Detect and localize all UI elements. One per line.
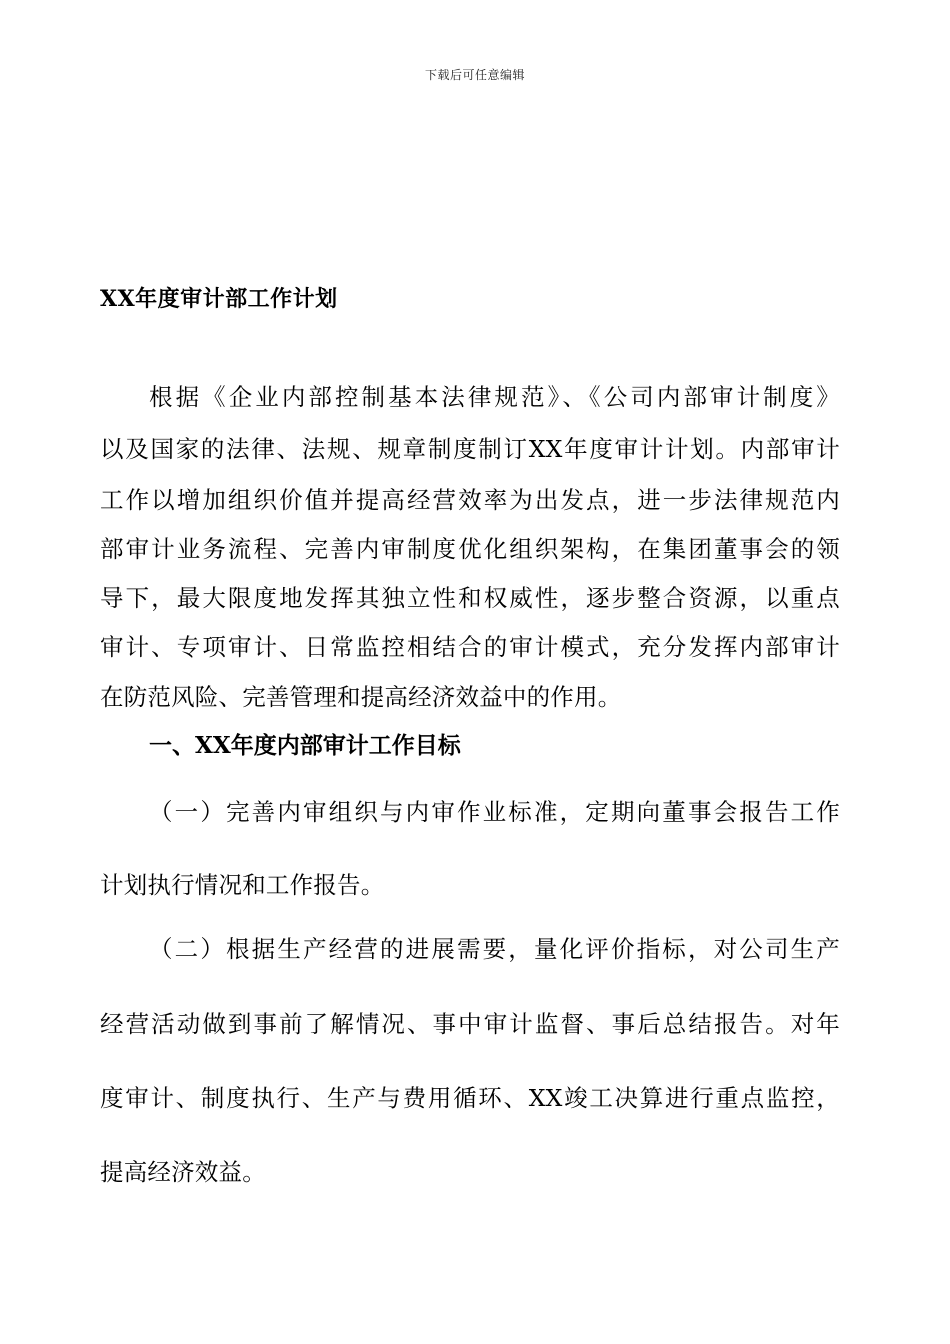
document-title: XX年度审计部工作计划 (100, 286, 338, 312)
item-two-line: （二）根据生产经营的进展需要，量化评价指标，对公司生产 (149, 935, 840, 963)
intro-line: 部审计业务流程、完善内审制度优化组织架构，在集团董事会的领 (100, 535, 840, 563)
item-one-line: （一）完善内审组织与内审作业标准，定期向董事会报告工作 (149, 798, 840, 826)
page-header-note: 下载后可任意编辑 (424, 68, 525, 82)
intro-line: 工作以增加组织价值并提高经营效率为出发点，进一步法律规范内 (100, 486, 840, 514)
intro-line: 在防范风险、完善管理和提高经济效益中的作用。 (100, 683, 622, 711)
intro-line: 审计、专项审计、日常监控相结合的审计模式，充分发挥内部审计 (100, 633, 840, 661)
item-two-line: 度审计、制度执行、生产与费用循环、XX竣工决算进行重点监控， (100, 1084, 840, 1112)
intro-line: 根据《企业内部控制基本法律规范》、《公司内部审计制度》 (149, 383, 840, 411)
section-heading: 一、XX年度内部审计工作目标 (149, 732, 461, 759)
item-two-line: 提高经济效益。 (100, 1158, 266, 1186)
item-one-line: 计划执行情况和工作报告。 (100, 871, 385, 899)
intro-line: 导下，最大限度地发挥其独立性和权威性，逐步整合资源，以重点 (100, 584, 840, 612)
item-two-line: 经营活动做到事前了解情况、事中审计监督、事后总结报告。对年 (100, 1010, 840, 1038)
intro-line: 以及国家的法律、法规、规章制度制订XX年度审计计划。内部审计 (100, 435, 840, 463)
